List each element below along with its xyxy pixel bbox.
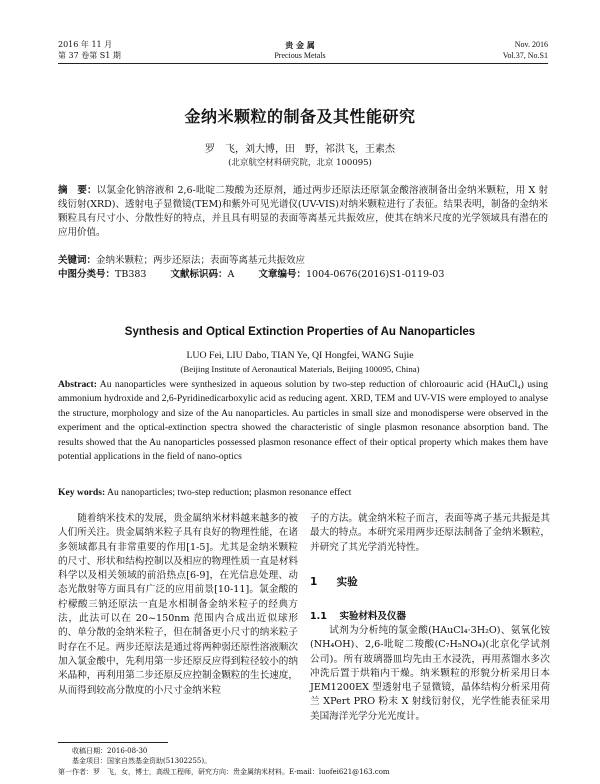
- keywords-cn-text: 金纳米颗粒；两步还原法；表面等离基元共振效应: [96, 255, 306, 266]
- paper-title-cn: 金纳米颗粒的制备及其性能研究: [184, 107, 416, 126]
- keywords-en: [58, 486, 548, 500]
- article-no-label: 文章编号：: [258, 269, 306, 280]
- section-1-title: 实验: [336, 576, 358, 588]
- section-1-number: 1: [310, 576, 318, 588]
- authors-en: LUO Fei, LIU Dabo, TIAN Ye, QI Hongfei, WANG Sujie: [186, 350, 414, 361]
- abstract-en-label: Abstract:: [58, 379, 97, 390]
- keywords-en-label: Key words:: [58, 487, 106, 498]
- affiliation-cn: (北京航空材料研究院，北京 100095): [228, 158, 372, 168]
- subsection-1-1-number: 1.1: [310, 611, 327, 622]
- doc-code-label: 文献标识码：: [170, 269, 228, 280]
- header-volume-en: Vol.37, No.S1: [502, 51, 548, 60]
- subsection-heading-1-1: [310, 608, 406, 622]
- footnote-fund: 基金项目：国家自然基金资助(51302255)。: [72, 757, 212, 765]
- article-no-value: 1004-0676(2016)S1-0119-03: [306, 269, 445, 280]
- keywords-en-text: Au nanoparticles; two-step reduction; plasmon resonance effect: [107, 487, 352, 498]
- body-left-paragraph: 随着纳米技术的发展，贵金属纳米材料越来越多的被人们所关注。贵金属纳米粒子具有良好的物理性能，在诸多领域都具有非常重要的作用[1-5]。尤其是金纳米颗粒的尺寸、形状和结构控制以及相应的物理性质一直是材料科学以及相关领域的前沿热点[6-9]，在光信息处理、动态光散射等方面具有广泛的应用前景[10-11]。氯金酸的柠檬酸三钠还原法一直是水相制备金纳米粒子的经典方法，此法可以在 20~150nm 范围内合成出近似球形的、单分散的金纳米粒子，但在制备更小尺寸的纳米粒子时存在不足。两步还原法是通过将两种弱还原性溶液顺次加入氯金酸中，先利用第一步还原反应得到粒径较小的纳米晶种，再利用第二步还原反应控制金颗粒的生长速度，从而得到较高分散度的小尺寸金纳米粒: [58, 513, 298, 696]
- paper-title-en: Synthesis and Optical Extinction Properties of Au Nanoparticles: [124, 326, 476, 338]
- abstract-en-text: Au nanoparticles were synthesized in aqueous solution by two-step reduction of chloroauric acid (HAuCl₄) using ammonium hydroxide and 2,6-Pyridinedicarboxylic acid as reducing agent. XRD, TEM and UV-VIS were employed to analyse the structure, morphology and size of the Au nanoparticles. Au particles in small size and monodisperse were observed in the experiment and the optical-extinction spectra showed the characteristic of single plasmon resonance absorption band. The results showed that the Au nanoparticles possessed plasmon resonance effect of their optical property which makes them have potential applications in the field of nano-optics: [58, 379, 548, 463]
- header-date: 2016 年 11 月: [58, 40, 113, 49]
- subsection-1-1-title: 实验材料及仪器: [339, 611, 406, 622]
- authors-cn: 罗 飞，刘大博，田 野，祁洪飞，王素杰: [205, 144, 395, 155]
- abstract-cn-text: 以氯金化钠溶液和 2,6-吡啶二羧酸为还原剂，通过两步还原法还原氯金酸溶液制备出金纳米颗粒，用 X 射线衍射(XRD)、透射电子显微镜(TEM)和紫外可见光谱仪(UV-VIS)对纳米颗粒进行了表征。结果表明，制备的金纳米颗粒具有尺寸小、分散性好的特点，并且具有明显的表面等离基元共振效应，使其在纳米尺度的光学领域具有潜在的应用价值。: [58, 185, 548, 238]
- keywords-cn: [58, 254, 548, 268]
- header-date-en: Nov. 2016: [514, 40, 548, 49]
- classification-line: [58, 268, 548, 282]
- header-volume: 第 37 卷第 S1 期: [58, 51, 121, 60]
- abstract-cn: [58, 184, 548, 240]
- header-rule: [58, 63, 548, 64]
- keywords-cn-label: 关键词：: [58, 255, 97, 266]
- footnote-received: 收稿日期：2016-08-30: [72, 747, 148, 755]
- abstract-en: [58, 378, 548, 464]
- footnote-rule: [58, 742, 168, 743]
- body-right-intro: 子的方法。就金纳米粒子而言，表面等离子基元共振是其最大的特点。本研究采用两步还原法制备了金纳米颗粒，并研究了其光学消光特性。: [310, 513, 550, 553]
- doc-code-value: A: [227, 269, 235, 280]
- footnote-author: 第一作者：罗 飞，女，博士，高级工程师，研究方向：贵金属纳米材料。E-mail：luofei621@163.com: [58, 768, 390, 776]
- abstract-cn-label: 摘 要：: [58, 185, 97, 196]
- section-heading-1: [310, 574, 358, 589]
- clc-value: TB383: [115, 269, 147, 280]
- body-right-materials: 试剂为分析纯的氯金酸(HAuCl₄·3H₂O)、氨氧化铵(NH₄OH)、2,6-吡啶二羧酸(C₇H₅NO₄)(北京化学试剂公司)。所有玻璃器皿均先由王水浸洗，再用蒸馏水多次冲洗后置于烘箱内干燥。纳米颗粒的形貌分析采用日本 JEM1200EX 型透射电子显微镜，晶体结构分析采用荷兰 XPert PRO 粉末 X 射线衍射仪，光学性能表征采用美国海洋光学分光光度计。: [310, 625, 550, 722]
- clc-label: 中图分类号：: [58, 269, 116, 280]
- affiliation-en: (Beijing Institute of Aeronautical Materials, Beijing 100095, China): [180, 364, 420, 374]
- header-journal-cn: 贵 金 属: [285, 40, 315, 50]
- header-journal-en: Precious Metals: [274, 51, 326, 60]
